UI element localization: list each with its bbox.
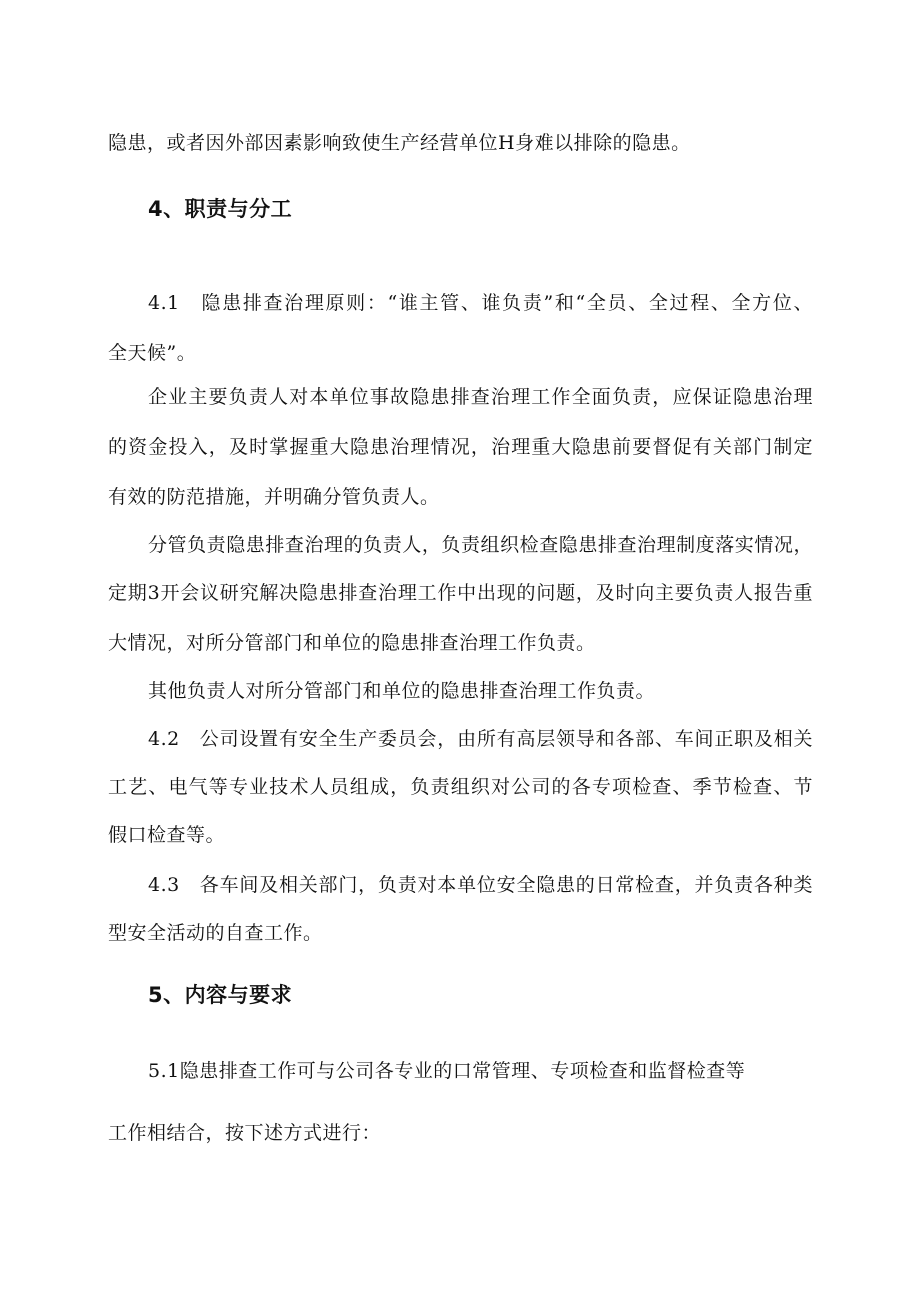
paragraph-line: 其他负责人对所分管部门和单位的隐患排查治理工作负责。 (148, 680, 656, 702)
paragraph-line: 有效的防范措施，并明确分管负责人。 (108, 486, 440, 508)
section-heading-5: 5、内容与要求 (148, 983, 293, 1007)
paragraph-line: 大情况，对所分管部门和单位的隐患排查治理工作负责。 (108, 632, 596, 654)
paragraph-line: 工作相结合，按下述方式进行： (108, 1122, 382, 1144)
paragraph-line: 全天候”。 (108, 342, 197, 364)
paragraph-line: 的资金投入，及时掌握重大隐患治理情况，治理重大隐患前要督促有关部门制定 (108, 436, 813, 458)
paragraph-line: 5.1隐患排查工作可与公司各专业的口常管理、专项检查和监督检查等 (148, 1060, 746, 1082)
paragraph-line: 假口检查等。 (108, 824, 226, 846)
paragraph-line: 型安全活动的自查工作。 (108, 922, 323, 944)
paragraph-line: 4.1 隐患排查治理原则：“谁主管、谁负责”和“全员、全过程、全方位、 (148, 292, 813, 314)
section-heading-4: 4、职责与分工 (148, 197, 293, 221)
paragraph-line: 定期3开会议研究解决隐患排查治理工作中出现的问题，及时向主要负责人报告重 (108, 582, 813, 604)
paragraph-line: 分管负责隐患排查治理的负责人，负责组织检查隐患排查治理制度落实情况， (148, 534, 813, 556)
paragraph-line: 隐患，或者因外部因素影响致使生产经营单位H身难以排除的隐患。 (108, 132, 691, 154)
paragraph-line: 工艺、电气等专业技术人员组成，负责组织对公司的各专项检查、季节检查、节 (108, 776, 813, 798)
paragraph-line: 企业主要负责人对本单位事故隐患排查治理工作全面负责，应保证隐患治理 (148, 386, 813, 408)
paragraph-line: 4.3 各车间及相关部门，负责对本单位安全隐患的日常检查，并负责各种类 (148, 874, 813, 896)
paragraph-line: 4.2 公司设置有安全生产委员会，由所有高层领导和各部、车间正职及相关 (148, 728, 813, 750)
